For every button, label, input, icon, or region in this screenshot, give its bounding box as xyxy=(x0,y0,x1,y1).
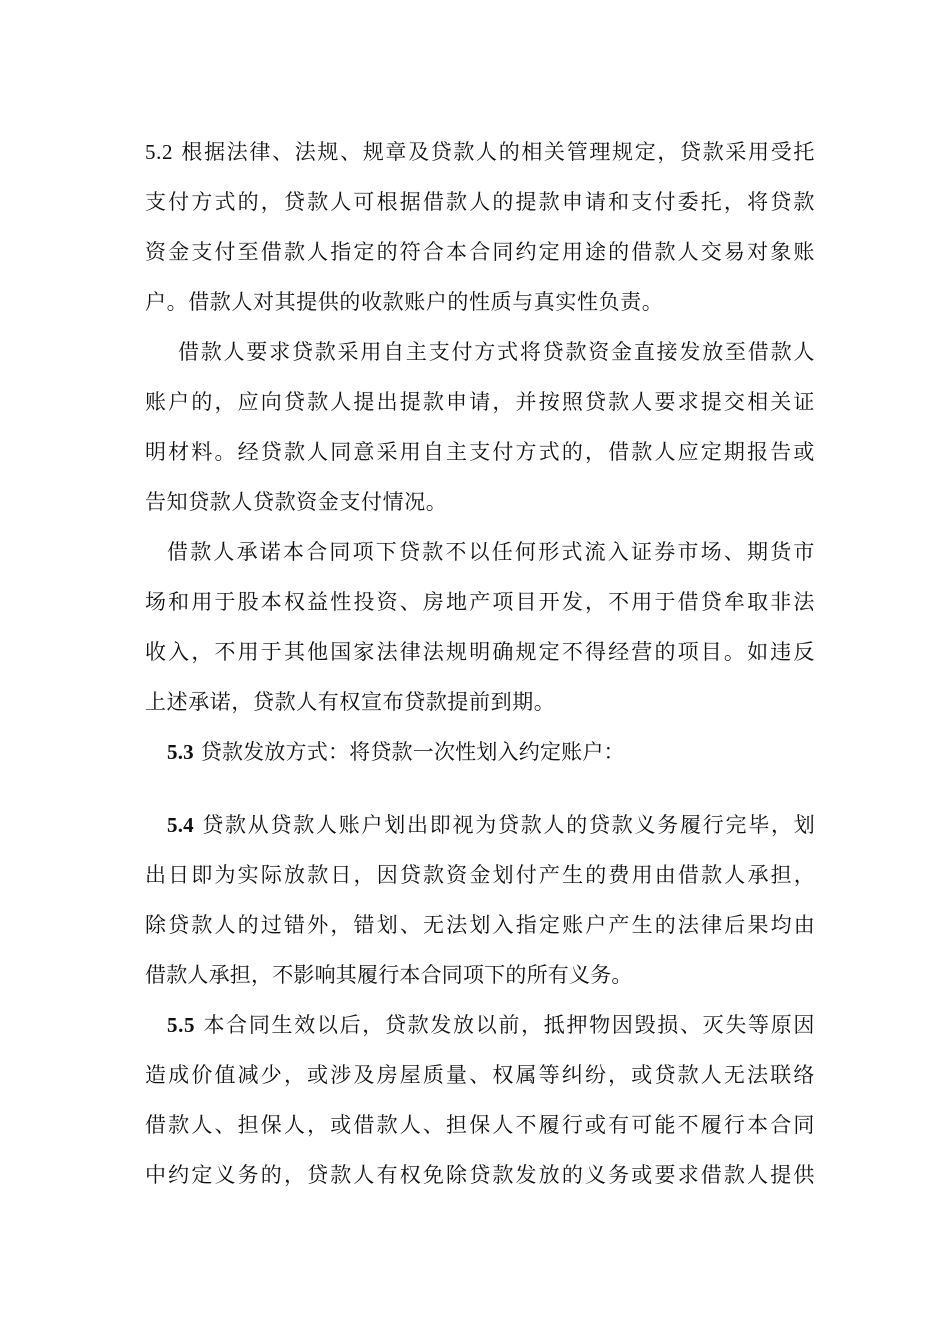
clause-5-2-line-1 xyxy=(145,137,815,167)
clause-5-5-line-4: 中约定义务的，贷款人有权免除贷款发放的义务或要求借款人提供 xyxy=(145,1163,815,1187)
clause-number: 5.2 xyxy=(145,140,174,164)
clause-5-4-line-4: 借款人承担，不影响其履行本合同项下的所有义务。 xyxy=(145,963,633,987)
clause-number: 5.5 xyxy=(167,1013,196,1037)
clause-5-5-line-1 xyxy=(167,1010,815,1040)
autonomous-payment-line-2: 账户的，应向贷款人提出提款申请，并按照贷款人要求提交相关证 xyxy=(145,390,815,414)
clause-5-5-line-3: 借款人、担保人，或借款人、担保人不履行或有可能不履行本合同 xyxy=(145,1113,815,1137)
commitment-line-4: 上述承诺，贷款人有权宣布贷款提前到期。 xyxy=(145,690,556,714)
autonomous-payment-line-1: 借款人要求贷款采用自主支付方式将贷款资金直接发放至借款人 xyxy=(178,340,815,364)
clause-5-2-line-4: 户。借款人对其提供的收款账户的性质与真实性负责。 xyxy=(145,290,664,314)
clause-5-3-line-1 xyxy=(167,737,815,767)
autonomous-payment-line-4: 告知贷款人贷款资金支付情况。 xyxy=(145,490,448,514)
text-run: 贷款发放方式：将贷款一次性划入约定账户： xyxy=(200,740,625,764)
clause-5-5-line-2: 造成价值减少，或涉及房屋质量、权属等纠纷，或贷款人无法联络 xyxy=(145,1063,815,1087)
text-run: 贷款从贷款人账户划出即视为贷款人的贷款义务履行完毕，划 xyxy=(202,813,815,837)
commitment-line-3: 收入，不用于其他国家法律法规明确规定不得经营的项目。如违反 xyxy=(145,640,815,664)
text-run: 根据法律、法规、规章及贷款人的相关管理规定，贷款采用受托 xyxy=(181,140,815,164)
autonomous-payment-line-3: 明材料。经贷款人同意采用自主支付方式的，借款人应定期报告或 xyxy=(145,440,815,464)
clause-number: 5.3 xyxy=(167,740,194,764)
text-run: 本合同生效以后，贷款发放以前，抵押物因毁损、灭失等原因 xyxy=(203,1013,815,1037)
clause-5-2-line-3: 资金支付至借款人指定的符合本合同约定用途的借款人交易对象账 xyxy=(145,240,815,264)
commitment-line-1: 借款人承诺本合同项下贷款不以任何形式流入证券市场、期货市 xyxy=(167,540,815,564)
clause-number: 5.4 xyxy=(167,813,194,837)
clause-5-2-line-2: 支付方式的，贷款人可根据借款人的提款申请和支付委托，将贷款 xyxy=(145,190,815,214)
clause-5-4-line-2: 出日即为实际放款日，因贷款资金划付产生的费用由借款人承担， xyxy=(145,863,815,887)
clause-5-4-line-3: 除贷款人的过错外，错划、无法划入指定账户产生的法律后果均由 xyxy=(145,913,815,937)
clause-5-4-line-1 xyxy=(167,810,815,840)
commitment-line-2: 场和用于股本权益性投资、房地产项目开发，不用于借贷牟取非法 xyxy=(145,590,815,614)
